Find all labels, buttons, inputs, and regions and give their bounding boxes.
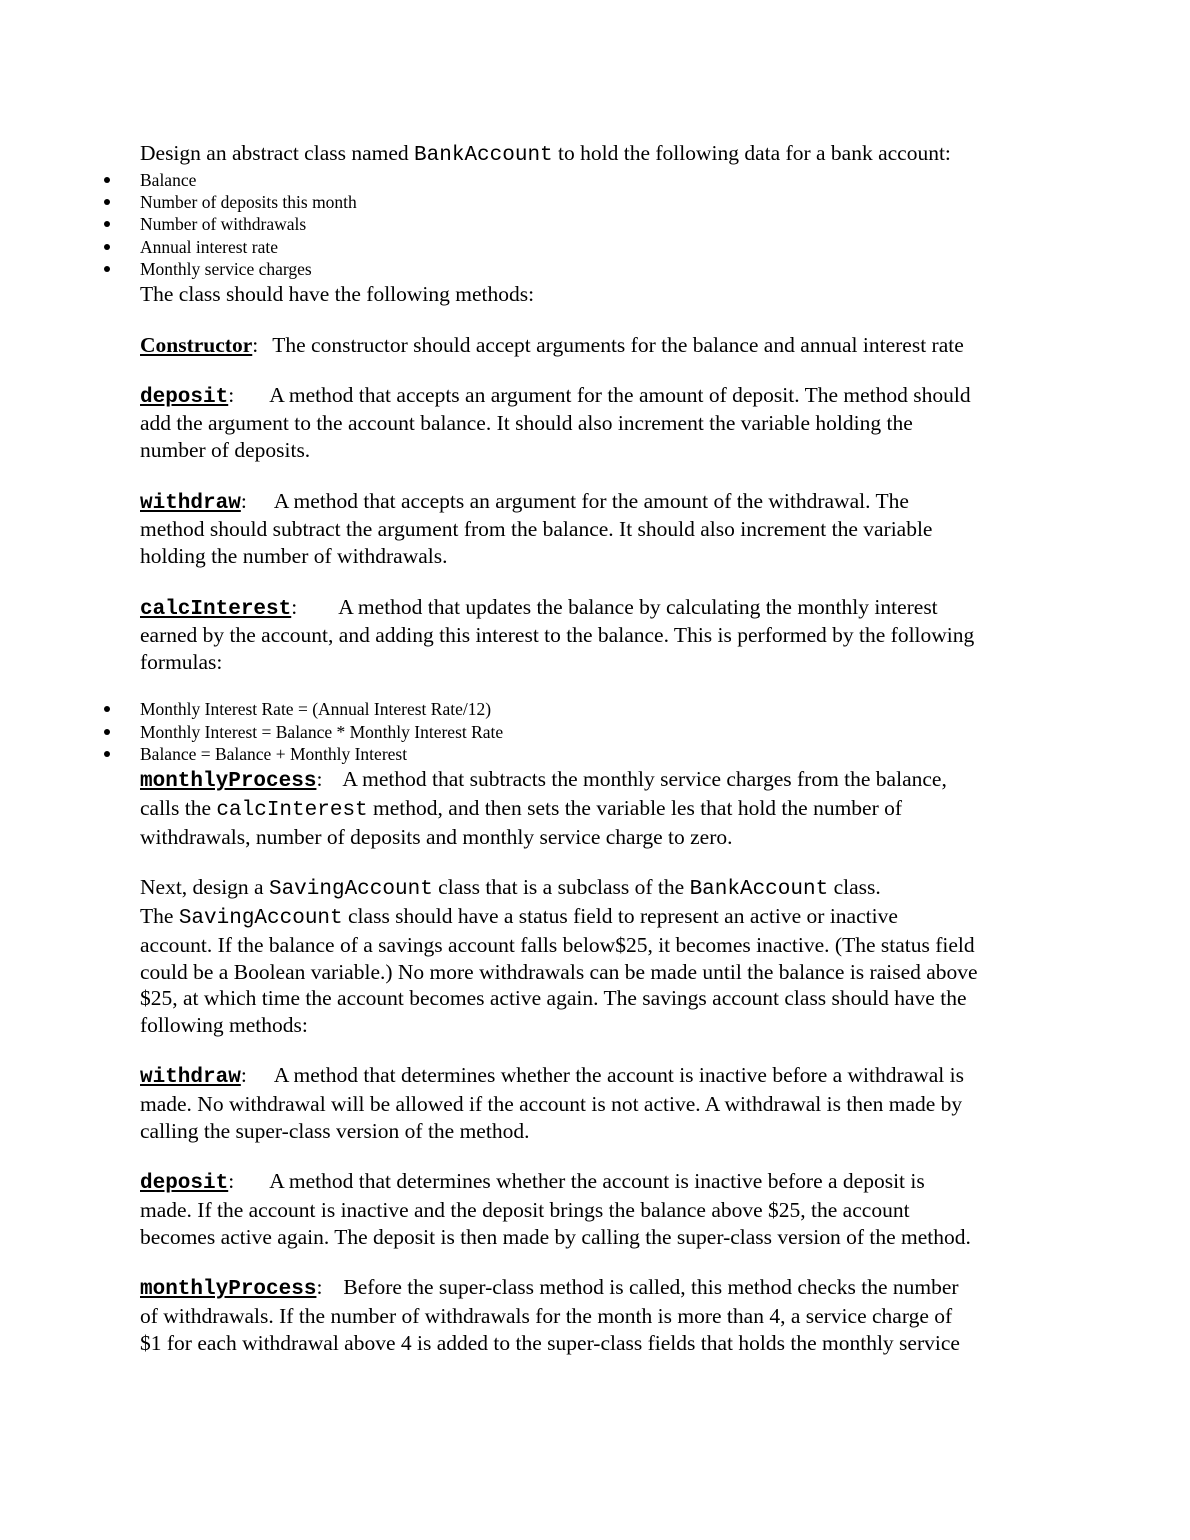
savingaccount-code: SavingAccount [268, 878, 433, 901]
formula-item: Monthly Interest Rate = (Annual Interest Rate/12) [140, 699, 492, 719]
bullet-icon [104, 221, 110, 227]
withdraw-text: method should subtract the argument from the balance. It should also increment the variable [140, 517, 933, 541]
withdraw-text: holding the number of withdrawals. [140, 544, 448, 568]
constructor-text: The constructor should accept arguments for the balance and annual interest rate [272, 333, 964, 357]
bullet-icon [104, 729, 110, 735]
saving-deposit-label: deposit [140, 1172, 229, 1195]
intro-text-end: to hold the following data for a bank account: [552, 141, 951, 165]
colon: : [316, 1275, 323, 1299]
colon: : [228, 1169, 235, 1193]
constructor-paragraph [140, 332, 964, 359]
calc-interest-paragraph [140, 594, 938, 623]
saving-intro-line1 [140, 874, 881, 903]
methods-intro: The class should have the following methods: [140, 282, 535, 306]
colon: : [228, 383, 235, 407]
saving-text: The [140, 904, 179, 928]
deposit-label: deposit [140, 386, 229, 409]
saving-text: class that is a subclass of the [432, 875, 690, 899]
colon: : [240, 489, 247, 513]
saving-text: class should have a status field to represent an active or inactive [342, 904, 898, 928]
intro-line [140, 140, 951, 169]
colon: : [240, 1063, 247, 1087]
formula-item: Balance = Balance + Monthly Interest [140, 744, 408, 764]
monthly-process-text: A method that subtracts the monthly service charges from the balance, [342, 767, 947, 791]
monthly-process-text: calls the [140, 796, 217, 820]
monthly-process-line2 [140, 795, 902, 824]
saving-text: class. [828, 875, 881, 899]
bullet-icon [104, 244, 110, 250]
saving-withdraw-text: calling the super-class version of the method. [140, 1119, 530, 1143]
saving-monthly-text: Before the super-class method is called, this method checks the number [343, 1275, 959, 1299]
calc-interest-label: calcInterest [140, 598, 292, 621]
colon: : [252, 333, 259, 357]
saving-withdraw-paragraph [140, 1062, 964, 1091]
deposit-paragraph [140, 382, 971, 411]
deposit-text: A method that accepts an argument for the amount of deposit. The method should [269, 383, 971, 407]
bullet-icon [104, 266, 110, 272]
deposit-text: add the argument to the account balance. It should also increment the variable holding the [140, 411, 913, 435]
saving-monthly-text: $1 for each withdrawal above 4 is added to the super-class fields that holds the monthly service [140, 1331, 960, 1355]
monthly-process-label: monthlyProcess [140, 770, 317, 793]
saving-text: following methods: [140, 1013, 308, 1037]
saving-text: could be a Boolean variable.) No more withdrawals can be made until the balance is raised above [140, 960, 978, 984]
bullet-icon [104, 751, 110, 757]
calc-interest-code: calcInterest [216, 799, 368, 822]
saving-monthly-paragraph [140, 1274, 959, 1303]
monthly-process-text: method, and then sets the variable les that hold the number of [367, 796, 903, 820]
list-item: Number of deposits this month [140, 192, 357, 212]
constructor-label: Constructor [140, 333, 253, 357]
deposit-text: number of deposits. [140, 438, 311, 462]
saving-withdraw-text: made. No withdrawal will be allowed if the account is not active. A withdrawal is then made by [140, 1092, 963, 1116]
list-item: Annual interest rate [140, 237, 279, 257]
list-item: Monthly service charges [140, 259, 312, 279]
calc-interest-text: A method that updates the balance by calculating the monthly interest [338, 595, 938, 619]
formula-item: Monthly Interest = Balance * Monthly Interest Rate [140, 722, 504, 742]
list-item: Balance [140, 170, 197, 190]
saving-monthly-text: of withdrawals. If the number of withdrawals for the month is more than 4, a service charge of [140, 1304, 953, 1328]
saving-withdraw-label: withdraw [140, 1066, 241, 1089]
list-item: Number of withdrawals [140, 214, 307, 234]
colon: : [316, 767, 323, 791]
savingaccount-code: SavingAccount [178, 907, 343, 930]
saving-withdraw-text: A method that determines whether the account is inactive before a withdrawal is [273, 1063, 964, 1087]
saving-text: account. If the balance of a savings account falls below$25, it becomes inactive. (The status field [140, 933, 975, 957]
intro-text: Design an abstract class named [140, 141, 415, 165]
saving-monthly-label: monthlyProcess [140, 1278, 317, 1301]
monthly-process-paragraph [140, 766, 947, 795]
bullet-icon [104, 706, 110, 712]
saving-deposit-paragraph [140, 1168, 925, 1197]
saving-intro-line2 [140, 903, 898, 932]
saving-deposit-text: A method that determines whether the account is inactive before a deposit is [269, 1169, 925, 1193]
saving-deposit-text: becomes active again. The deposit is then made by calling the super-class version of the method. [140, 1225, 971, 1249]
calc-interest-text: earned by the account, and adding this interest to the balance. This is performed by the following [140, 623, 975, 647]
calc-interest-text: formulas: [140, 650, 223, 674]
saving-deposit-text: made. If the account is inactive and the deposit brings the balance above $25, the account [140, 1198, 910, 1222]
saving-text: $25, at which time the account becomes active again. The savings account class should have the [140, 986, 967, 1010]
withdraw-paragraph [140, 488, 909, 517]
colon: : [291, 595, 298, 619]
monthly-process-text: withdrawals, number of deposits and monthly service charge to zero. [140, 825, 733, 849]
withdraw-label: withdraw [140, 492, 241, 515]
bankaccount-code: BankAccount [414, 144, 553, 167]
bullet-icon [104, 177, 110, 183]
withdraw-text: A method that accepts an argument for the amount of the withdrawal. The [273, 489, 909, 513]
bankaccount-code: BankAccount [689, 878, 829, 901]
bullet-icon [104, 199, 110, 205]
saving-text: Next, design a [140, 875, 269, 899]
